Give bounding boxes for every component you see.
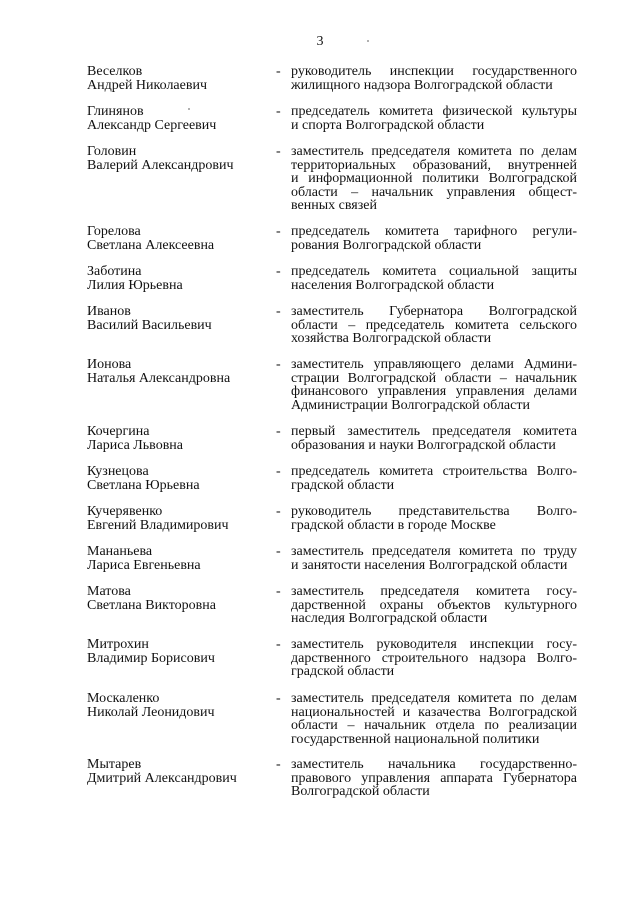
dash-separator: -: [276, 264, 281, 279]
person-name: [87, 585, 272, 612]
given-names: Василий Васильевич: [87, 317, 212, 333]
position-line: территориальных образований, внутренней: [291, 157, 577, 173]
scan-speck: [188, 108, 190, 110]
position-line: национальностей и казачества Волгоградской: [291, 704, 577, 720]
given-names: Светлана Юрьевна: [87, 477, 200, 493]
given-names: Владимир Борисович: [87, 650, 215, 666]
person-name: [87, 305, 272, 332]
person-name: [87, 505, 272, 532]
surname: Горелова: [87, 224, 141, 239]
position-line: руководитель инспекции государственного: [291, 64, 577, 79]
position-line: образования и науки Волгоградской области: [291, 437, 556, 453]
position-line: жилищного надзора Волгоградской области: [291, 77, 553, 93]
given-names: Наталья Александровна: [87, 370, 231, 386]
position-line: председатель комитета социальной защиты: [291, 264, 577, 279]
surname: Иванов: [87, 304, 131, 319]
person-name: [87, 145, 272, 172]
position-line: страции Волгоградской области – начальник: [291, 370, 577, 386]
position-line: градской области: [291, 477, 395, 493]
page-number: 3: [316, 34, 324, 49]
person-name: [87, 65, 272, 92]
person-name: [87, 105, 272, 132]
position-line: государственной национальной политики: [291, 731, 540, 747]
dash-separator: -: [276, 584, 281, 599]
position-title: [291, 545, 577, 572]
personnel-entry: [0, 225, 640, 252]
position-title: [291, 265, 577, 292]
surname: Матова: [87, 584, 131, 599]
personnel-entry: [0, 145, 640, 213]
surname: Кузнецова: [87, 464, 149, 479]
position-title: [291, 305, 577, 346]
personnel-entry: [0, 692, 640, 746]
position-line: области – начальник отдела по реализации: [291, 718, 577, 733]
position-line: области – председатель комитета сельского: [291, 317, 577, 333]
person-name: [87, 545, 272, 572]
position-line: заместитель управляющего делами Админи-: [291, 357, 577, 372]
person-name: [87, 425, 272, 452]
dash-separator: -: [276, 357, 281, 372]
person-name: [87, 225, 272, 252]
position-line: области – начальник управления общест-: [291, 184, 577, 200]
position-title: [291, 358, 577, 412]
surname: Веселков: [87, 64, 143, 79]
given-names: Евгений Владимирович: [87, 517, 229, 533]
given-names: Лилия Юрьевна: [87, 277, 183, 293]
position-title: [291, 425, 577, 452]
given-names: Николай Леонидович: [87, 704, 215, 720]
given-names: Дмитрий Александрович: [87, 770, 237, 786]
personnel-entry: [0, 585, 640, 626]
position-line: первый заместитель председателя комитета: [291, 424, 577, 439]
position-title: [291, 105, 577, 132]
given-names: Лариса Евгеньевна: [87, 557, 201, 573]
given-names: Александр Сергеевич: [87, 117, 217, 133]
given-names: Лариса Львовна: [87, 437, 184, 453]
position-line: населения Волгоградской области: [291, 277, 495, 293]
position-line: председатель комитета физической культуры: [291, 104, 577, 119]
position-line: и информационной политики Волгоградской: [291, 171, 577, 186]
position-title: [291, 692, 577, 746]
personnel-entry: [0, 105, 640, 132]
position-line: венных связей: [291, 198, 377, 213]
dash-separator: -: [276, 304, 281, 319]
surname: Глинянов: [87, 104, 144, 119]
position-line: Администрации Волгоградской области: [291, 397, 530, 413]
position-title: [291, 65, 577, 92]
dash-separator: -: [276, 637, 281, 652]
position-title: [291, 145, 577, 213]
position-title: [291, 585, 577, 626]
surname: Москаленко: [87, 691, 160, 706]
person-name: [87, 265, 272, 292]
position-line: заместитель председателя комитета по делам: [291, 691, 577, 706]
position-line: и занятости населения Волгоградской области: [291, 557, 568, 573]
surname: Кочергина: [87, 424, 150, 439]
position-line: хозяйства Волгоградской области: [291, 331, 492, 346]
personnel-entry: [0, 638, 640, 679]
position-line: председатель комитета тарифного регули-: [291, 224, 577, 239]
position-title: [291, 225, 577, 252]
given-names: Светлана Викторовна: [87, 597, 216, 613]
personnel-entry: [0, 758, 640, 799]
person-name: [87, 638, 272, 665]
position-line: заместитель Губернатора Волгоградской: [291, 304, 577, 319]
surname: Кучерявенко: [87, 504, 163, 519]
dash-separator: -: [276, 104, 281, 119]
position-line: заместитель председателя комитета по делам: [291, 144, 577, 159]
surname: Мытарев: [87, 757, 142, 772]
dash-separator: -: [276, 691, 281, 706]
personnel-entry: [0, 305, 640, 346]
position-line: Волгоградской области: [291, 784, 430, 799]
position-line: заместитель начальника государственно-: [291, 757, 577, 772]
person-name: [87, 692, 272, 719]
position-line: председатель комитета строительства Волго-: [291, 464, 577, 479]
surname: Заботина: [87, 264, 142, 279]
given-names: Андрей Николаевич: [87, 77, 207, 93]
dash-separator: -: [276, 224, 281, 239]
position-line: заместитель председателя комитета госу-: [291, 584, 577, 599]
personnel-entry: [0, 425, 640, 452]
position-line: дарственной охраны объектов культурного: [291, 597, 577, 613]
person-name: [87, 358, 272, 385]
position-line: руководитель представительства Волго-: [291, 504, 577, 519]
personnel-entry: [0, 358, 640, 412]
dash-separator: -: [276, 504, 281, 519]
surname: Мананьева: [87, 544, 153, 559]
position-title: [291, 505, 577, 532]
position-title: [291, 638, 577, 679]
personnel-entry: [0, 545, 640, 572]
surname: Головин: [87, 144, 137, 159]
position-title: [291, 465, 577, 492]
personnel-entry: [0, 505, 640, 532]
surname: Ионова: [87, 357, 132, 372]
dash-separator: -: [276, 544, 281, 559]
position-line: градской области: [291, 664, 395, 679]
dash-separator: -: [276, 144, 281, 159]
dash-separator: -: [276, 64, 281, 79]
dash-separator: -: [276, 424, 281, 439]
person-name: [87, 758, 272, 785]
position-line: наследия Волгоградской области: [291, 611, 488, 626]
scan-speck: [367, 40, 369, 42]
position-line: заместитель руководителя инспекции госу-: [291, 637, 577, 652]
position-line: заместитель председателя комитета по труду: [291, 544, 577, 559]
given-names: Светлана Алексеевна: [87, 237, 215, 253]
dash-separator: -: [276, 464, 281, 479]
position-line: правового управления аппарата Губернатора: [291, 770, 577, 786]
position-line: дарственного строительного надзора Волго-: [291, 650, 577, 666]
personnel-entry: [0, 465, 640, 492]
position-line: финансового управления управления делами: [291, 384, 577, 399]
personnel-entry: [0, 65, 640, 92]
position-line: градской области в городе Москве: [291, 517, 496, 533]
given-names: Валерий Александрович: [87, 157, 234, 173]
position-title: [291, 758, 577, 799]
dash-separator: -: [276, 757, 281, 772]
position-line: рования Волгоградской области: [291, 237, 482, 253]
position-line: и спорта Волгоградской области: [291, 117, 485, 133]
surname: Митрохин: [87, 637, 149, 652]
personnel-entry: [0, 265, 640, 292]
person-name: [87, 465, 272, 492]
